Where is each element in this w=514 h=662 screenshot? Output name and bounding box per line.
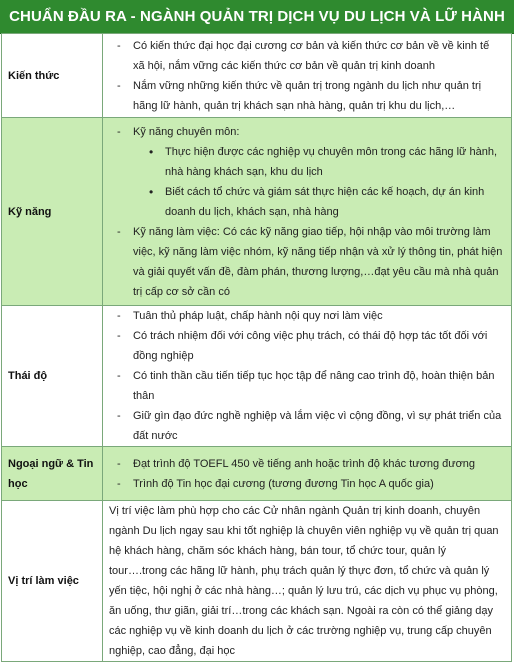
- row-content-ngoai-ngu: [103, 447, 512, 501]
- list-item: - Nắm vững những kiến thức về quản trị trong ngành du lịch như quản trị hãng lữ hành, quản trị khách sạn nhà hàng, quản trị khu du lịch,…: [103, 76, 503, 116]
- row-label-kien-thuc: Kiến thức: [2, 34, 103, 118]
- list-item: - Kỹ năng làm việc: Có các kỹ năng giao tiếp, hội nhập vào môi trường làm việc, kỹ năng làm việc nhóm, kỹ năng tiếp nhận và xử lý thông tin, phát hiện và giải quyết vấn đề, đàm phán, thương lượng,…đạt yêu cầu mà nhà quản trị cấp cơ sở cần có: [103, 222, 503, 302]
- table-row: [2, 447, 512, 501]
- list-item: - Giữ gìn đạo đức nghề nghiệp và lắm việc vì cộng đồng, vì sự phát triển của đất nước: [103, 406, 503, 446]
- list-item: - Trình độ Tin học đại cương (tương đương Tin học A quốc gia): [103, 474, 503, 494]
- row-content-thai-do: [103, 306, 512, 447]
- list-item: - Có kiến thức đại học đại cương cơ bản và kiến thức cơ bản về về kinh tế xã hội, nắm vững các kiến thức cơ bản về quản trị kinh doanh: [103, 36, 503, 76]
- list-item: - Có trách nhiệm đối với công việc phụ trách, có thái độ hợp tác tốt đối với đồng nghiệp: [103, 326, 503, 366]
- row-label-ngoai-ngu: Ngoại ngữ & Tin học: [2, 447, 103, 501]
- table-row: [2, 306, 512, 447]
- list-item: - Tuân thủ pháp luật, chấp hành nội quy nơi làm việc: [103, 306, 503, 326]
- page-title: CHUẨN ĐẦU RA - NGÀNH QUẢN TRỊ DỊCH VỤ DU LỊCH VÀ LỮ HÀNH: [0, 0, 514, 34]
- list-item-text: Kỹ năng chuyên môn:: [133, 125, 240, 138]
- table-row: [2, 34, 512, 118]
- row-content-kien-thuc: [103, 34, 512, 118]
- row-content-ky-nang: [103, 118, 512, 306]
- outcomes-table: [1, 33, 512, 662]
- list-item: - Đạt trình độ TOEFL 450 về tiếng anh hoặc trình độ khác tương đương: [103, 454, 503, 474]
- sub-list-item: • Biết cách tổ chức và giám sát thực hiện các kế hoạch, dự án kinh doanh du lịch, khách sạn, nhà hàng: [103, 182, 503, 222]
- row-label-thai-do: Thái độ: [2, 306, 103, 447]
- paragraph: Vị trí việc làm phù hợp cho các Cử nhân ngành Quản trị kinh doanh, chuyên ngành Du lịch ngay sau khi tốt nghiệp là chuyên viên nghiệp vụ về quản trị quan hệ khách hàng, chăm sóc khách hàng, bán tour, tổ chức tour, quản lý tour….trong các hãng lữ hành, phụ trách quản lý thực đơn, tổ chức và quản lý yến tiệc, hội nghị ở các nhà hàng…; quản lý lưu trú, các dịch vụ phục vụ phòng, ăn uống, thư giãn, giải trí…trong các khách sạn. Ngoài ra còn có thể giảng dạy các nghiệp vụ về kinh doanh du lịch ở các trường nghiệp vụ, trung cấp chuyên nghiệp, cao đẳng, đại học: [109, 505, 499, 657]
- row-label-vi-tri: Vị trí làm việc: [2, 501, 103, 662]
- list-item: - Có tinh thần cầu tiến tiếp tục học tập để nâng cao trình độ, hoàn thiện bản thân: [103, 366, 503, 406]
- table-row: [2, 501, 512, 662]
- row-label-ky-nang: Kỹ năng: [2, 118, 103, 306]
- table-row: [2, 118, 512, 306]
- row-content-vi-tri: [103, 501, 512, 662]
- list-item: [103, 122, 503, 142]
- sub-list-item: • Thực hiện được các nghiệp vụ chuyên môn trong các hãng lữ hành, nhà hàng khách sạn, khu du lịch: [103, 142, 503, 182]
